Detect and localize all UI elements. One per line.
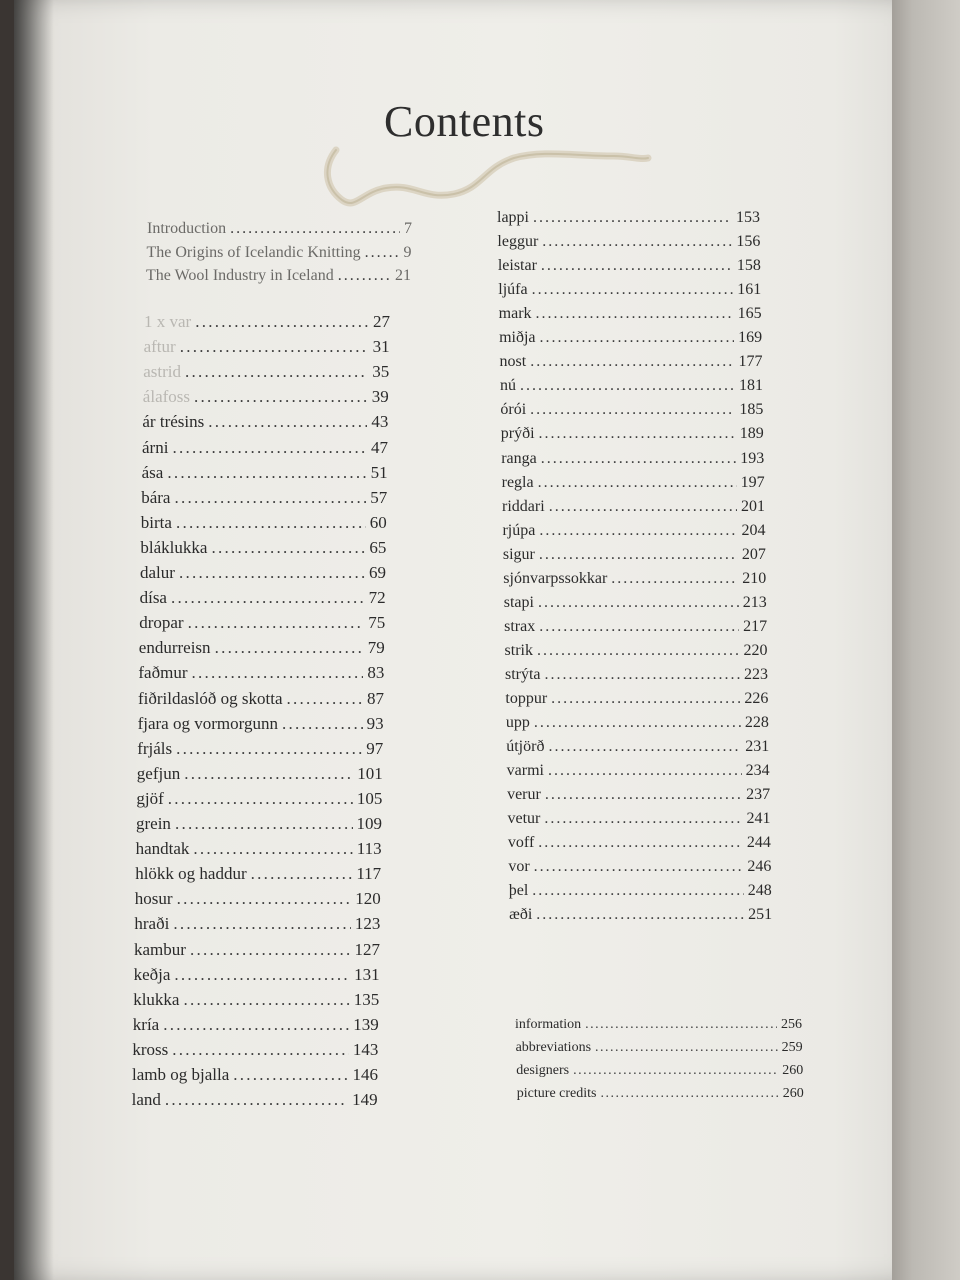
entry-page-number: 120 bbox=[355, 889, 381, 909]
dot-leader bbox=[168, 789, 353, 809]
dot-leader bbox=[172, 1040, 349, 1060]
entry-title: gefjun bbox=[136, 763, 181, 783]
toc-entry bbox=[136, 814, 382, 834]
dot-leader bbox=[338, 267, 391, 285]
toc-entry bbox=[505, 690, 768, 708]
toc-entry bbox=[140, 538, 386, 558]
entry-page-number: 9 bbox=[403, 243, 412, 261]
dot-leader bbox=[195, 312, 369, 332]
toc-entry bbox=[500, 377, 763, 395]
entry-title: ár trésins bbox=[142, 412, 205, 432]
toc-entry bbox=[508, 834, 771, 852]
entry-title: árni bbox=[142, 437, 169, 457]
entry-page-number: 143 bbox=[352, 1039, 379, 1059]
entry-page-number: 231 bbox=[745, 738, 770, 756]
entry-title: miðja bbox=[499, 329, 536, 347]
dot-leader bbox=[539, 618, 739, 636]
entry-title: strax bbox=[504, 617, 536, 635]
entry-page-number: 204 bbox=[741, 521, 766, 539]
entry-title: strýta bbox=[504, 665, 541, 683]
toc-entry bbox=[142, 412, 388, 432]
toc-entry bbox=[503, 570, 766, 588]
toc-entry bbox=[502, 522, 765, 540]
entry-page-number: 65 bbox=[369, 537, 387, 557]
dot-leader bbox=[282, 714, 363, 734]
dot-leader bbox=[215, 638, 364, 658]
entry-page-number: 139 bbox=[353, 1014, 379, 1034]
dot-leader bbox=[193, 839, 352, 859]
entry-page-number: 105 bbox=[356, 788, 383, 808]
entry-page-number: 83 bbox=[367, 663, 385, 683]
dot-leader bbox=[251, 864, 353, 884]
entry-title: keðja bbox=[133, 964, 171, 984]
entry-page-number: 79 bbox=[367, 638, 385, 658]
entry-page-number: 127 bbox=[354, 939, 380, 959]
dot-leader bbox=[585, 1017, 777, 1033]
entry-title: útjörð bbox=[506, 738, 545, 756]
entry-page-number: 156 bbox=[736, 233, 761, 251]
dot-leader bbox=[190, 940, 351, 960]
dot-leader bbox=[233, 1065, 348, 1085]
entry-title: kross bbox=[132, 1039, 169, 1059]
toc-entry bbox=[506, 714, 769, 732]
dot-leader bbox=[185, 362, 368, 382]
entry-page-number: 97 bbox=[366, 738, 384, 758]
entry-title: voff bbox=[507, 834, 535, 852]
entry-page-number: 259 bbox=[781, 1040, 803, 1055]
dot-leader bbox=[537, 642, 740, 660]
dot-leader bbox=[163, 1015, 349, 1035]
entry-page-number: 131 bbox=[354, 964, 380, 984]
entry-title: þel bbox=[508, 882, 529, 900]
entry-title: dísa bbox=[139, 588, 167, 608]
toc-entry bbox=[138, 663, 384, 683]
dot-leader bbox=[532, 882, 743, 900]
entry-page-number: 161 bbox=[737, 281, 762, 299]
entry-title: kría bbox=[132, 1014, 160, 1034]
toc-entry bbox=[500, 353, 763, 371]
entry-page-number: 27 bbox=[373, 312, 390, 331]
entry-page-number: 101 bbox=[357, 763, 383, 783]
dot-leader bbox=[176, 513, 366, 533]
entry-title: faðmur bbox=[138, 663, 188, 683]
entry-page-number: 193 bbox=[740, 449, 765, 467]
dot-leader bbox=[180, 337, 369, 357]
entry-title: ása bbox=[141, 462, 164, 482]
dot-leader bbox=[230, 220, 400, 238]
dot-leader bbox=[188, 613, 365, 633]
entry-title: designers bbox=[516, 1063, 570, 1078]
entry-page-number: 51 bbox=[370, 462, 388, 482]
entry-title: mark bbox=[498, 305, 532, 323]
dot-leader bbox=[184, 764, 353, 784]
toc-entry bbox=[502, 474, 765, 492]
entry-page-number: 135 bbox=[353, 989, 380, 1009]
entry-page-number: 43 bbox=[371, 412, 389, 432]
dot-leader bbox=[611, 570, 738, 588]
toc-entry bbox=[142, 463, 388, 483]
dot-leader bbox=[545, 666, 740, 684]
entry-page-number: 39 bbox=[371, 387, 389, 407]
toc-entry bbox=[501, 450, 764, 468]
entry-page-number: 217 bbox=[743, 617, 768, 635]
toc-entry bbox=[132, 1090, 378, 1110]
entry-title: Introduction bbox=[147, 220, 227, 237]
dot-leader bbox=[194, 387, 368, 407]
dot-leader bbox=[532, 281, 734, 299]
entry-page-number: 177 bbox=[738, 353, 763, 371]
entry-page-number: 57 bbox=[370, 487, 388, 507]
dot-leader bbox=[177, 889, 352, 909]
entry-title: vor bbox=[508, 858, 530, 876]
dot-leader bbox=[174, 488, 366, 508]
dot-leader bbox=[573, 1063, 778, 1079]
dot-leader bbox=[165, 1090, 348, 1110]
dot-leader bbox=[538, 834, 743, 852]
entry-title: fiðrildaslóð og skotta bbox=[138, 688, 283, 708]
entry-page-number: 109 bbox=[356, 814, 382, 833]
dot-leader bbox=[208, 412, 367, 432]
entry-page-number: 197 bbox=[740, 473, 765, 491]
toc-entry bbox=[132, 1040, 378, 1060]
toc-entry bbox=[147, 220, 412, 238]
toc-entry bbox=[140, 563, 386, 583]
entry-title: vetur bbox=[507, 810, 541, 828]
toc-entry bbox=[504, 618, 767, 636]
toc-entry bbox=[501, 425, 764, 443]
toc-entry bbox=[134, 914, 380, 934]
entry-title: leggur bbox=[497, 233, 539, 251]
entry-page-number: 244 bbox=[746, 834, 771, 852]
toc-entry bbox=[498, 257, 761, 275]
entry-title: frjáls bbox=[137, 738, 173, 758]
toc-entry bbox=[146, 267, 411, 285]
toc-entry bbox=[137, 739, 383, 759]
entry-page-number: 228 bbox=[744, 714, 769, 732]
entry-page-number: 248 bbox=[747, 882, 772, 900]
dot-leader bbox=[536, 305, 734, 323]
toc-entry bbox=[144, 312, 390, 332]
dot-leader bbox=[534, 714, 741, 732]
entry-title: varmi bbox=[506, 762, 544, 780]
dot-leader bbox=[539, 546, 738, 564]
entry-page-number: 153 bbox=[736, 209, 760, 226]
toc-entry bbox=[135, 864, 381, 884]
entry-title: hraði bbox=[134, 914, 170, 934]
entry-page-number: 237 bbox=[746, 786, 771, 804]
dot-leader bbox=[167, 463, 366, 483]
entry-page-number: 123 bbox=[354, 914, 381, 934]
entry-page-number: 234 bbox=[745, 762, 770, 780]
toc-entry bbox=[141, 513, 387, 533]
toc-entry bbox=[139, 613, 385, 633]
toc-entry bbox=[136, 839, 382, 859]
dot-leader bbox=[542, 233, 732, 251]
entry-title: aftur bbox=[143, 337, 176, 357]
toc-entry bbox=[500, 401, 763, 419]
dot-leader bbox=[536, 906, 744, 924]
toc-entry bbox=[138, 689, 384, 709]
entry-page-number: 260 bbox=[782, 1063, 804, 1078]
entry-title: abbreviations bbox=[515, 1040, 592, 1055]
entry-page-number: 220 bbox=[743, 641, 768, 659]
entry-page-number: 117 bbox=[356, 864, 382, 884]
toc-entry bbox=[506, 738, 769, 756]
entry-title: lamb og bjalla bbox=[132, 1065, 230, 1084]
entry-page-number: 93 bbox=[366, 713, 384, 733]
dot-leader bbox=[540, 329, 735, 347]
entry-title: The Wool Industry in Iceland bbox=[146, 267, 334, 284]
entry-title: klukka bbox=[133, 989, 180, 1009]
entry-title: hosur bbox=[134, 889, 173, 909]
dot-leader bbox=[544, 810, 742, 828]
entry-title: ljúfa bbox=[498, 281, 528, 299]
toc-entry bbox=[136, 789, 382, 809]
toc-entry bbox=[133, 990, 379, 1010]
entry-page-number: 87 bbox=[367, 688, 384, 708]
toc-entry bbox=[503, 546, 766, 564]
entry-page-number: 226 bbox=[744, 690, 769, 707]
entry-title: bára bbox=[141, 487, 171, 507]
entry-title: birta bbox=[140, 512, 172, 532]
page-title: Contents bbox=[384, 97, 545, 146]
toc-entry bbox=[133, 1015, 379, 1035]
dot-leader bbox=[365, 244, 400, 262]
dot-leader bbox=[545, 786, 742, 804]
toc-entry bbox=[507, 762, 770, 780]
entry-page-number: 189 bbox=[739, 425, 764, 443]
entry-page-number: 146 bbox=[352, 1065, 378, 1084]
entry-title: kambur bbox=[134, 939, 186, 959]
entry-title: endurreisn bbox=[138, 638, 211, 658]
toc-entry bbox=[516, 1040, 803, 1056]
toc-entry bbox=[134, 940, 380, 960]
toc-entry bbox=[505, 642, 768, 660]
toc-entry bbox=[497, 209, 760, 227]
entry-page-number: 60 bbox=[369, 512, 387, 532]
dot-leader bbox=[600, 1086, 778, 1102]
entry-title: leistar bbox=[497, 257, 537, 275]
toc-entry bbox=[499, 305, 762, 323]
dot-leader bbox=[179, 563, 365, 583]
entry-title: dropar bbox=[139, 613, 184, 633]
entry-title: strik bbox=[504, 641, 533, 659]
dot-leader bbox=[286, 689, 363, 709]
toc-entry bbox=[142, 438, 388, 458]
entry-title: verur bbox=[507, 786, 541, 804]
entry-page-number: 47 bbox=[371, 437, 388, 457]
spine-shadow bbox=[14, 0, 54, 1280]
toc-entry bbox=[140, 588, 386, 608]
entry-page-number: 72 bbox=[368, 588, 386, 608]
entry-title: fjara og vormorgunn bbox=[137, 713, 278, 733]
entry-page-number: 251 bbox=[748, 906, 773, 924]
dot-leader bbox=[539, 522, 737, 540]
entry-title: upp bbox=[505, 714, 530, 732]
entry-page-number: 260 bbox=[782, 1086, 804, 1101]
toc-entry bbox=[509, 882, 772, 900]
dot-leader bbox=[174, 965, 350, 985]
dot-leader bbox=[211, 538, 365, 558]
entry-page-number: 31 bbox=[372, 337, 390, 357]
dot-leader bbox=[175, 814, 353, 834]
book-page bbox=[14, 0, 892, 1280]
entry-page-number: 241 bbox=[746, 810, 771, 828]
toc-entry bbox=[141, 488, 387, 508]
toc-entry bbox=[132, 1065, 378, 1085]
entry-title: The Origins of Icelandic Knitting bbox=[146, 243, 361, 261]
entry-title: picture credits bbox=[516, 1086, 597, 1101]
entry-title: prýði bbox=[500, 425, 535, 443]
page-edge bbox=[892, 0, 960, 1280]
dot-leader bbox=[548, 762, 742, 780]
entry-title: riddari bbox=[502, 497, 545, 515]
toc-entry bbox=[147, 244, 412, 262]
entry-page-number: 75 bbox=[368, 613, 386, 633]
entry-page-number: 223 bbox=[743, 665, 768, 683]
toc-entry bbox=[497, 233, 760, 251]
dot-leader bbox=[548, 738, 741, 756]
entry-title: land bbox=[131, 1090, 161, 1110]
dot-leader bbox=[530, 401, 735, 419]
entry-title: nú bbox=[499, 377, 516, 395]
toc-entry bbox=[504, 594, 767, 612]
entry-title: álafoss bbox=[142, 387, 191, 407]
dot-leader bbox=[538, 474, 737, 492]
entry-title: bláklukka bbox=[140, 537, 208, 557]
dot-leader bbox=[595, 1040, 778, 1056]
entry-title: dalur bbox=[140, 563, 175, 582]
entry-title: órói bbox=[500, 401, 527, 419]
dot-leader bbox=[551, 690, 740, 708]
entry-title: sigur bbox=[502, 545, 535, 563]
toc-entry bbox=[134, 965, 380, 985]
entry-title: regla bbox=[501, 473, 534, 491]
dot-leader bbox=[549, 498, 737, 516]
dot-leader bbox=[538, 594, 739, 612]
dot-leader bbox=[530, 353, 734, 371]
dot-leader bbox=[173, 914, 351, 934]
toc-entry bbox=[499, 329, 762, 347]
entry-page-number: 256 bbox=[781, 1017, 802, 1032]
dot-leader bbox=[183, 990, 349, 1010]
entry-title: æði bbox=[509, 906, 533, 924]
entry-page-number: 210 bbox=[742, 569, 767, 587]
toc-entry bbox=[505, 666, 768, 684]
entry-title: gjöf bbox=[136, 788, 164, 808]
entry-page-number: 7 bbox=[404, 220, 412, 237]
dot-leader bbox=[176, 739, 362, 759]
dot-leader bbox=[171, 588, 365, 608]
toc-entry bbox=[508, 810, 771, 828]
dot-leader bbox=[541, 450, 736, 468]
toc-entry bbox=[498, 281, 761, 299]
entry-page-number: 213 bbox=[742, 593, 767, 611]
entry-title: toppur bbox=[505, 690, 548, 707]
toc-entry bbox=[138, 714, 384, 734]
dot-leader bbox=[172, 438, 367, 458]
entry-page-number: 149 bbox=[352, 1090, 378, 1110]
dot-leader bbox=[520, 377, 735, 395]
toc-entry bbox=[509, 906, 772, 924]
entry-page-number: 69 bbox=[369, 563, 386, 582]
dot-leader bbox=[191, 663, 363, 683]
entry-page-number: 165 bbox=[737, 305, 762, 323]
entry-title: grein bbox=[136, 814, 171, 833]
entry-page-number: 21 bbox=[395, 267, 411, 284]
toc-entry bbox=[502, 498, 765, 516]
toc-entry bbox=[143, 362, 389, 382]
entry-page-number: 185 bbox=[739, 401, 764, 419]
entry-title: 1 x var bbox=[144, 312, 192, 331]
entry-page-number: 246 bbox=[747, 858, 772, 876]
toc-entry bbox=[137, 764, 383, 784]
entry-page-number: 201 bbox=[741, 497, 766, 515]
entry-title: ranga bbox=[501, 449, 537, 467]
entry-title: lappi bbox=[497, 209, 529, 226]
entry-title: hlökk og haddur bbox=[135, 864, 247, 884]
toc-entry bbox=[517, 1086, 804, 1102]
toc-entry bbox=[144, 337, 390, 357]
toc-entry bbox=[516, 1063, 803, 1079]
entry-page-number: 181 bbox=[738, 377, 763, 395]
entry-page-number: 207 bbox=[741, 545, 766, 563]
toc-entry bbox=[507, 786, 770, 804]
entry-title: information bbox=[515, 1017, 582, 1032]
dot-leader bbox=[539, 425, 736, 443]
entry-title: nost bbox=[499, 353, 527, 371]
toc-entry bbox=[515, 1017, 802, 1033]
entry-page-number: 158 bbox=[736, 257, 761, 275]
entry-title: sjónvarpssokkar bbox=[503, 569, 608, 587]
toc-entry bbox=[135, 889, 381, 909]
toc-entry bbox=[139, 638, 385, 658]
dot-leader bbox=[534, 858, 744, 876]
toc-entry bbox=[143, 387, 389, 407]
entry-page-number: 169 bbox=[738, 329, 763, 347]
dot-leader bbox=[541, 257, 733, 275]
entry-title: handtak bbox=[135, 839, 190, 859]
entry-page-number: 35 bbox=[372, 362, 390, 382]
toc-entry bbox=[508, 858, 771, 876]
entry-page-number: 113 bbox=[356, 839, 382, 859]
dot-leader bbox=[533, 209, 732, 227]
entry-title: stapi bbox=[503, 593, 534, 611]
entry-title: rjúpa bbox=[502, 521, 536, 539]
entry-title: astrid bbox=[143, 362, 181, 382]
